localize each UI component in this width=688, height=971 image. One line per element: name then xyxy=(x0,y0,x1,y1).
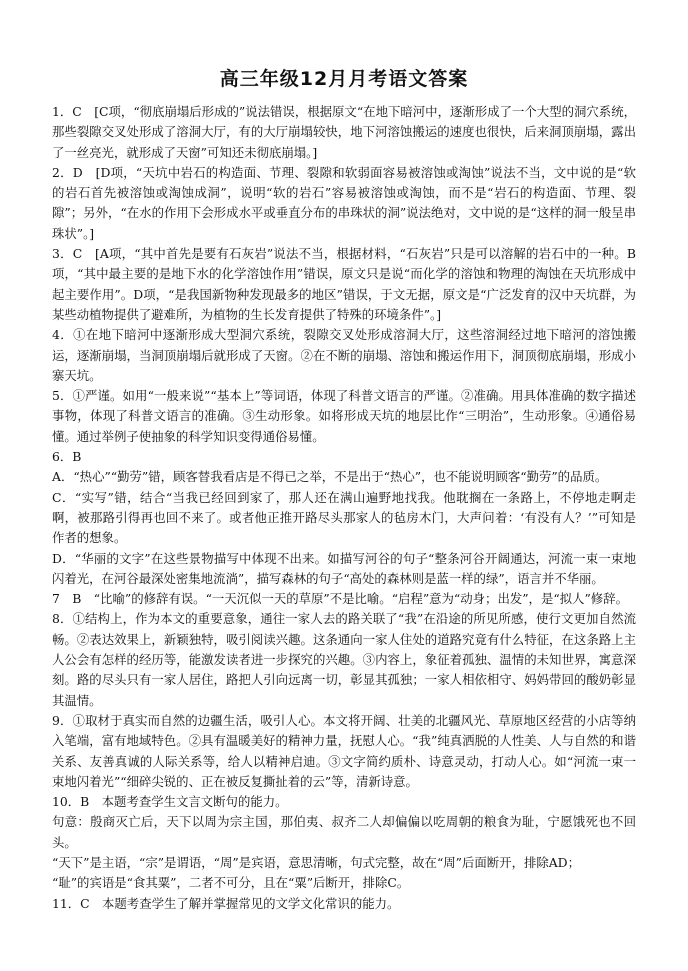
page-title: 高三年级12月月考语文答案 xyxy=(219,68,469,90)
answer-q3: 3．C [A项，“其中首先是要有石灰岩”说法不当，根据材料，“石灰岩”只是可以溶解的岩石中的一种。B项，“其中最主要的是地下水的化学溶蚀作用”错误，原文只是说“而化学的溶蚀和物理的淘蚀在天坑形成中起主要作用”。D项，“是我国新物种发现最多的地区”错误，于文无据，原文是“广泛发育的汉中天坑群，为某些动植物提供了避难所，为植物的生长发育提供了特殊的环境条件”。] xyxy=(52,246,636,322)
answer-q10-translation: 句意：殷商灭亡后，天下以周为宗主国，那伯夷、叔齐二人却偏偏以吃周朝的粮食为耻，宁愿饿死也不回头。 xyxy=(52,814,636,850)
answer-q10-analysis-2: “耻”的宾语是“食其粟”，二者不可分，且在“粟”后断开，排除C。 xyxy=(52,875,410,891)
answer-q8: 8．①结构上，作为本文的重要意象，通往一家人去的路关联了“我”在沿途的所见所感，使行文更加自然流畅。②表达效果上，新颖独特，吸引阅读兴趣。这条通向一家人住处的道路究竟有什么特征，在这条路上主人公会有怎样的经历等，能激发读者进一步探究的兴趣。③内容上，象征着孤独、温情的未知世界，寓意深刻。路的尽头只有一家人居住，路把人引向远离一切，彰显其孤独；一家人相依相守、妈妈带回的酸奶彰显其温情。 xyxy=(52,611,636,708)
answer-q10-analysis-1: “天下”是主语，“宗”是谓语，“周”是宾语，意思清晰，句式完整，故在“周”后面断开，排除AD； xyxy=(52,854,581,870)
answer-q11: 11．C 本题考查学生了解并掌握常见的文学文化常识的能力。 xyxy=(52,895,400,911)
answer-q6-option-c: C．“实写”错，结合“当我已经回到家了，那人还在满山遍野地找我。他耽搁在一条路上，不停地走啊走啊，被那路引得再也回不来了。或者他正推开路尽头那家人的毡房木门，大声问着：‘有没有人？’”可知是作者的想象。 xyxy=(52,489,636,546)
answer-q5: 5．①严谨。如用“一般来说”“基本上”等词语，体现了科普文语言的严谨。②准确。用具体准确的数字描述事物，体现了科普文语言的准确。③生动形象。如将形成天坑的地层比作“三明治”，生动形象。④通俗易懂。通过举例子使抽象的科学知识变得通俗易懂。 xyxy=(52,388,636,444)
answer-q4: 4．①在地下暗河中逐渐形成大型洞穴系统，裂隙交叉处形成溶洞大厅，这些溶洞经过地下暗河的溶蚀搬运，逐渐崩塌，当洞顶崩塌后就形成了天窗。②在不断的崩塌、溶蚀和搬运作用下，洞顶彻底崩塌，形成小寨天坑。 xyxy=(52,327,636,383)
answer-q6-option-a: A．“热心”“勤劳”错，顾客替我看店是不得已之举，不是出于“热心”，也不能说明顾客“勤劳”的品质。 xyxy=(52,469,608,485)
answer-q7: 7 B “比喻”的修辞有误。“一天沉似一天的草原”不是比喻。“启程”意为“动身；出发”，是“拟人”修辞。 xyxy=(52,591,628,607)
answer-q6-option-d: D．“华丽的文字”在这些景物描写中体现不出来。如描写河谷的句子“整条河谷开阔通达，河流一束一束地闪着光，在河谷最深处密集地流淌”，描写森林的句子“高处的森林则是蓝一样的绿”，语言并不华丽。 xyxy=(52,550,636,586)
answer-q9: 9．①取材于真实而自然的边疆生活，吸引人心。本文将开阔、壮美的北疆风光、草原地区经营的小店等纳入笔端，富有地域特色。②具有温暖美好的精神力量，抚慰人心。“我”纯真洒脱的人性美、人与自然的和谐关系、友善真诚的人际关系等，给人以精神启迪。③文字简约质朴、诗意灵动，打动人心。如“河流一束一束地闪着光”“细碎尖锐的、正在被反复撕扯着的云”等，清新诗意。 xyxy=(52,712,636,789)
answer-q10: 10．B 本题考查学生文言文断句的能力。 xyxy=(52,794,288,810)
answer-q2: 2．D [D项，“天坑中岩石的构造面、节理、裂隙和软弱面容易被溶蚀或淘蚀”说法不当，文中说的是“软的岩石首先被溶蚀或淘蚀成洞”，说明“软的岩石”容易被溶蚀或淘蚀，而不是“岩石的构造面、节理、裂隙”；另外，“在水的作用下会形成水平或垂直分布的串珠状的洞”说法绝对，文中说的是“这样的洞一般呈串珠状”。] xyxy=(52,164,636,241)
answer-q1: 1．C [C项，“彻底崩塌后形成的”说法错误，根据原文“在地下暗河中，逐渐形成了一个大型的洞穴系统，那些裂隙交叉处形成了溶洞大厅，有的大厅崩塌较快，地下河溶蚀搬运的速度也很快，后来洞顶崩塌，露出了一丝亮光，就形成了天窗”可知还未彻底崩塌。] xyxy=(52,104,636,160)
answer-q6: 6．B xyxy=(52,449,82,465)
